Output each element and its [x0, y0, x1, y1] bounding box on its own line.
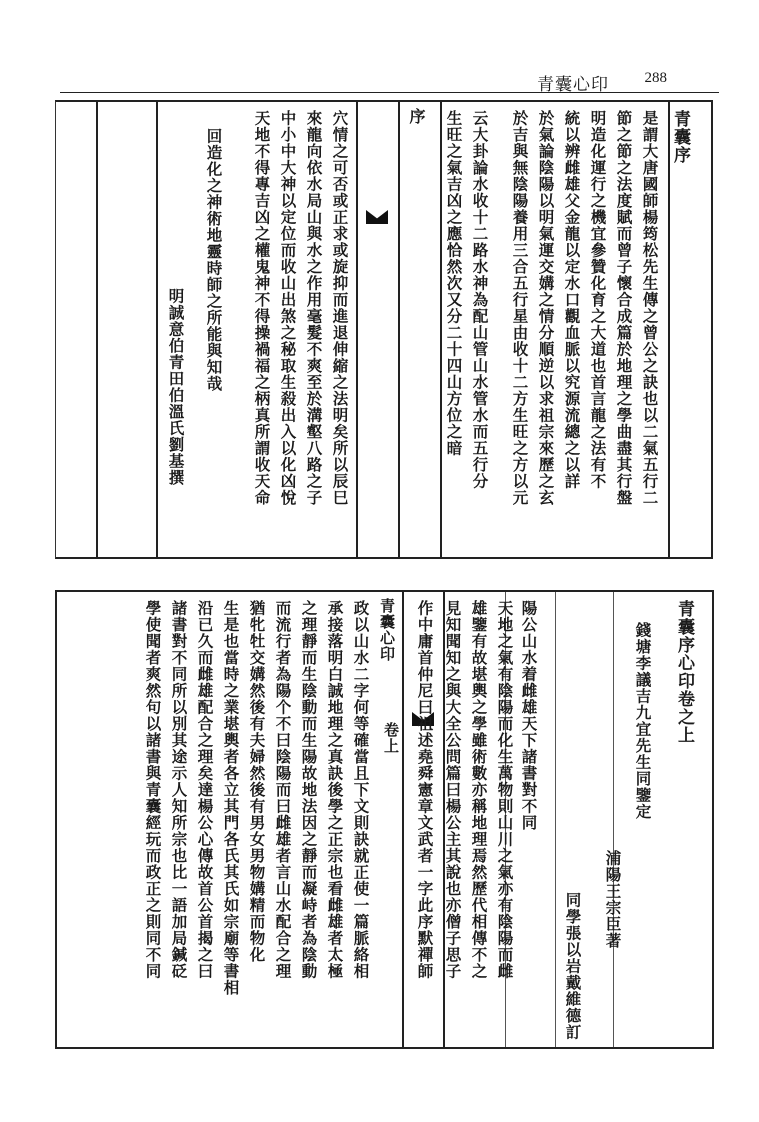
text-column: 中小中大神以定位而收山出煞之秘取生殺出入以化凶悅	[278, 110, 298, 506]
column-rule	[613, 592, 614, 1047]
text-column: 於吉與無陰陽養用三合五行星由收十二方生旺之方以元	[510, 110, 530, 506]
text-column: 學使聞者爽然句以諸書與青囊經玩而政正之則同不同	[143, 600, 163, 980]
text-column: 穴情之可否或正求或旋抑而進退伸縮之法明矣所以辰巳	[330, 110, 350, 506]
column-rule	[668, 102, 670, 557]
page-number: 288	[644, 70, 667, 86]
text-column: 見知聞知之與大全公問篇曰楊公主其說也亦僧子思子	[443, 600, 463, 980]
text-column: 天地之氣有陰陽而化生萬物則山川之氣亦有陰陽而雌	[495, 600, 515, 980]
text-column: 而流行者為陽个不曰陰陽而曰雌雄者言山水配合之理	[273, 600, 293, 980]
collator-credit: 同學張以岩戴維德訂	[563, 892, 583, 1041]
text-column: 諸書對不同所以別其途示人知所宗也比一語加局鍼砭	[169, 600, 189, 980]
main-text-panel	[55, 590, 714, 1049]
text-column: 猶牝牡交媾然後有夫婦然後有男女男物媾精而物化	[247, 600, 267, 963]
text-column: 生是也當時之業堪輿者各立其門各氏其氏如宗廟等書相	[221, 600, 241, 996]
page-header	[60, 70, 719, 93]
editor-credit: 錢塘李議吉九宜先生同鑒定	[633, 622, 653, 820]
text-column: 雄鑒有故堪輿之學雖術數亦稱地理焉然歷代相傳不之	[469, 600, 489, 980]
text-column: 明造化運行之機宜參贊化育之大道也首言龍之法有不	[588, 110, 608, 490]
text-column: 天地不得專吉凶之權鬼神不得操禍福之柄真所謂收天命	[252, 110, 272, 506]
fishtail-mark	[366, 210, 388, 224]
column-rule	[96, 102, 98, 557]
preface-title: 青囊序	[670, 110, 690, 164]
text-column: 云大卦論水收十二路水神為配山管山水管水而五行分	[470, 110, 490, 490]
text-column: 統以辨雌雄父金龍以定水口觀血脈以究源流總之以詳	[562, 110, 582, 490]
column-rule	[356, 102, 358, 557]
column-rule	[555, 592, 556, 1047]
text-column: 承接落明白誠地理之真訣後學之正宗也看雌雄者太極	[325, 600, 345, 980]
column-rule	[402, 592, 404, 1047]
volume-title: 青囊序心印卷之上	[674, 600, 694, 744]
column-rule	[440, 102, 442, 557]
volume-label: 卷上	[382, 722, 400, 754]
text-column: 節之節之法度賦而曾子懷合成篇於地理之學曲盡其行盤	[614, 110, 634, 506]
text-column: 來龍向依水局山與水之作用毫髮不爽至於溝壑八路之子	[304, 110, 324, 506]
column-rule	[156, 102, 158, 557]
text-column: 作中庸首仲尼曰祖述堯舜憲章文武者一字此序默禪師	[415, 600, 435, 980]
column-rule	[398, 102, 400, 557]
preface-panel	[55, 100, 713, 559]
text-column: 回造化之神術地靈時師之所能與知哉	[204, 128, 224, 392]
running-title: 青囊心印	[537, 75, 609, 95]
author-signature: 明誠意伯青田伯溫氏劉基撰	[166, 288, 186, 486]
text-column: 沿已久而雌雄配合之理矣達楊公心傳故首公首揭之曰	[195, 600, 215, 980]
text-column: 是謂大唐國師楊筠松先生傳之曾公之訣也以二氣五行二	[640, 110, 660, 506]
author-credit: 浦陽王宗臣著	[603, 850, 623, 949]
text-column: 政以山水二字何等確當且下文則訣就正使一篇脈絡相	[351, 600, 371, 980]
verse-line: 陽公山水着雌雄天下諸書對不同	[519, 600, 539, 831]
text-column: 之理靜而生陰動而生陽故地法因之靜而凝峙者為陰動	[299, 600, 319, 980]
fishtail-label: 青囊心印	[378, 598, 396, 662]
text-column: 於氣論陰陽以明氣運交媾之情分順逆以求祖宗來歷之玄	[536, 110, 556, 506]
text-column: 生旺之氣吉凶之應恰然次又分二十四山方位之暗	[444, 110, 464, 457]
fishtail-label: 序	[407, 108, 426, 125]
